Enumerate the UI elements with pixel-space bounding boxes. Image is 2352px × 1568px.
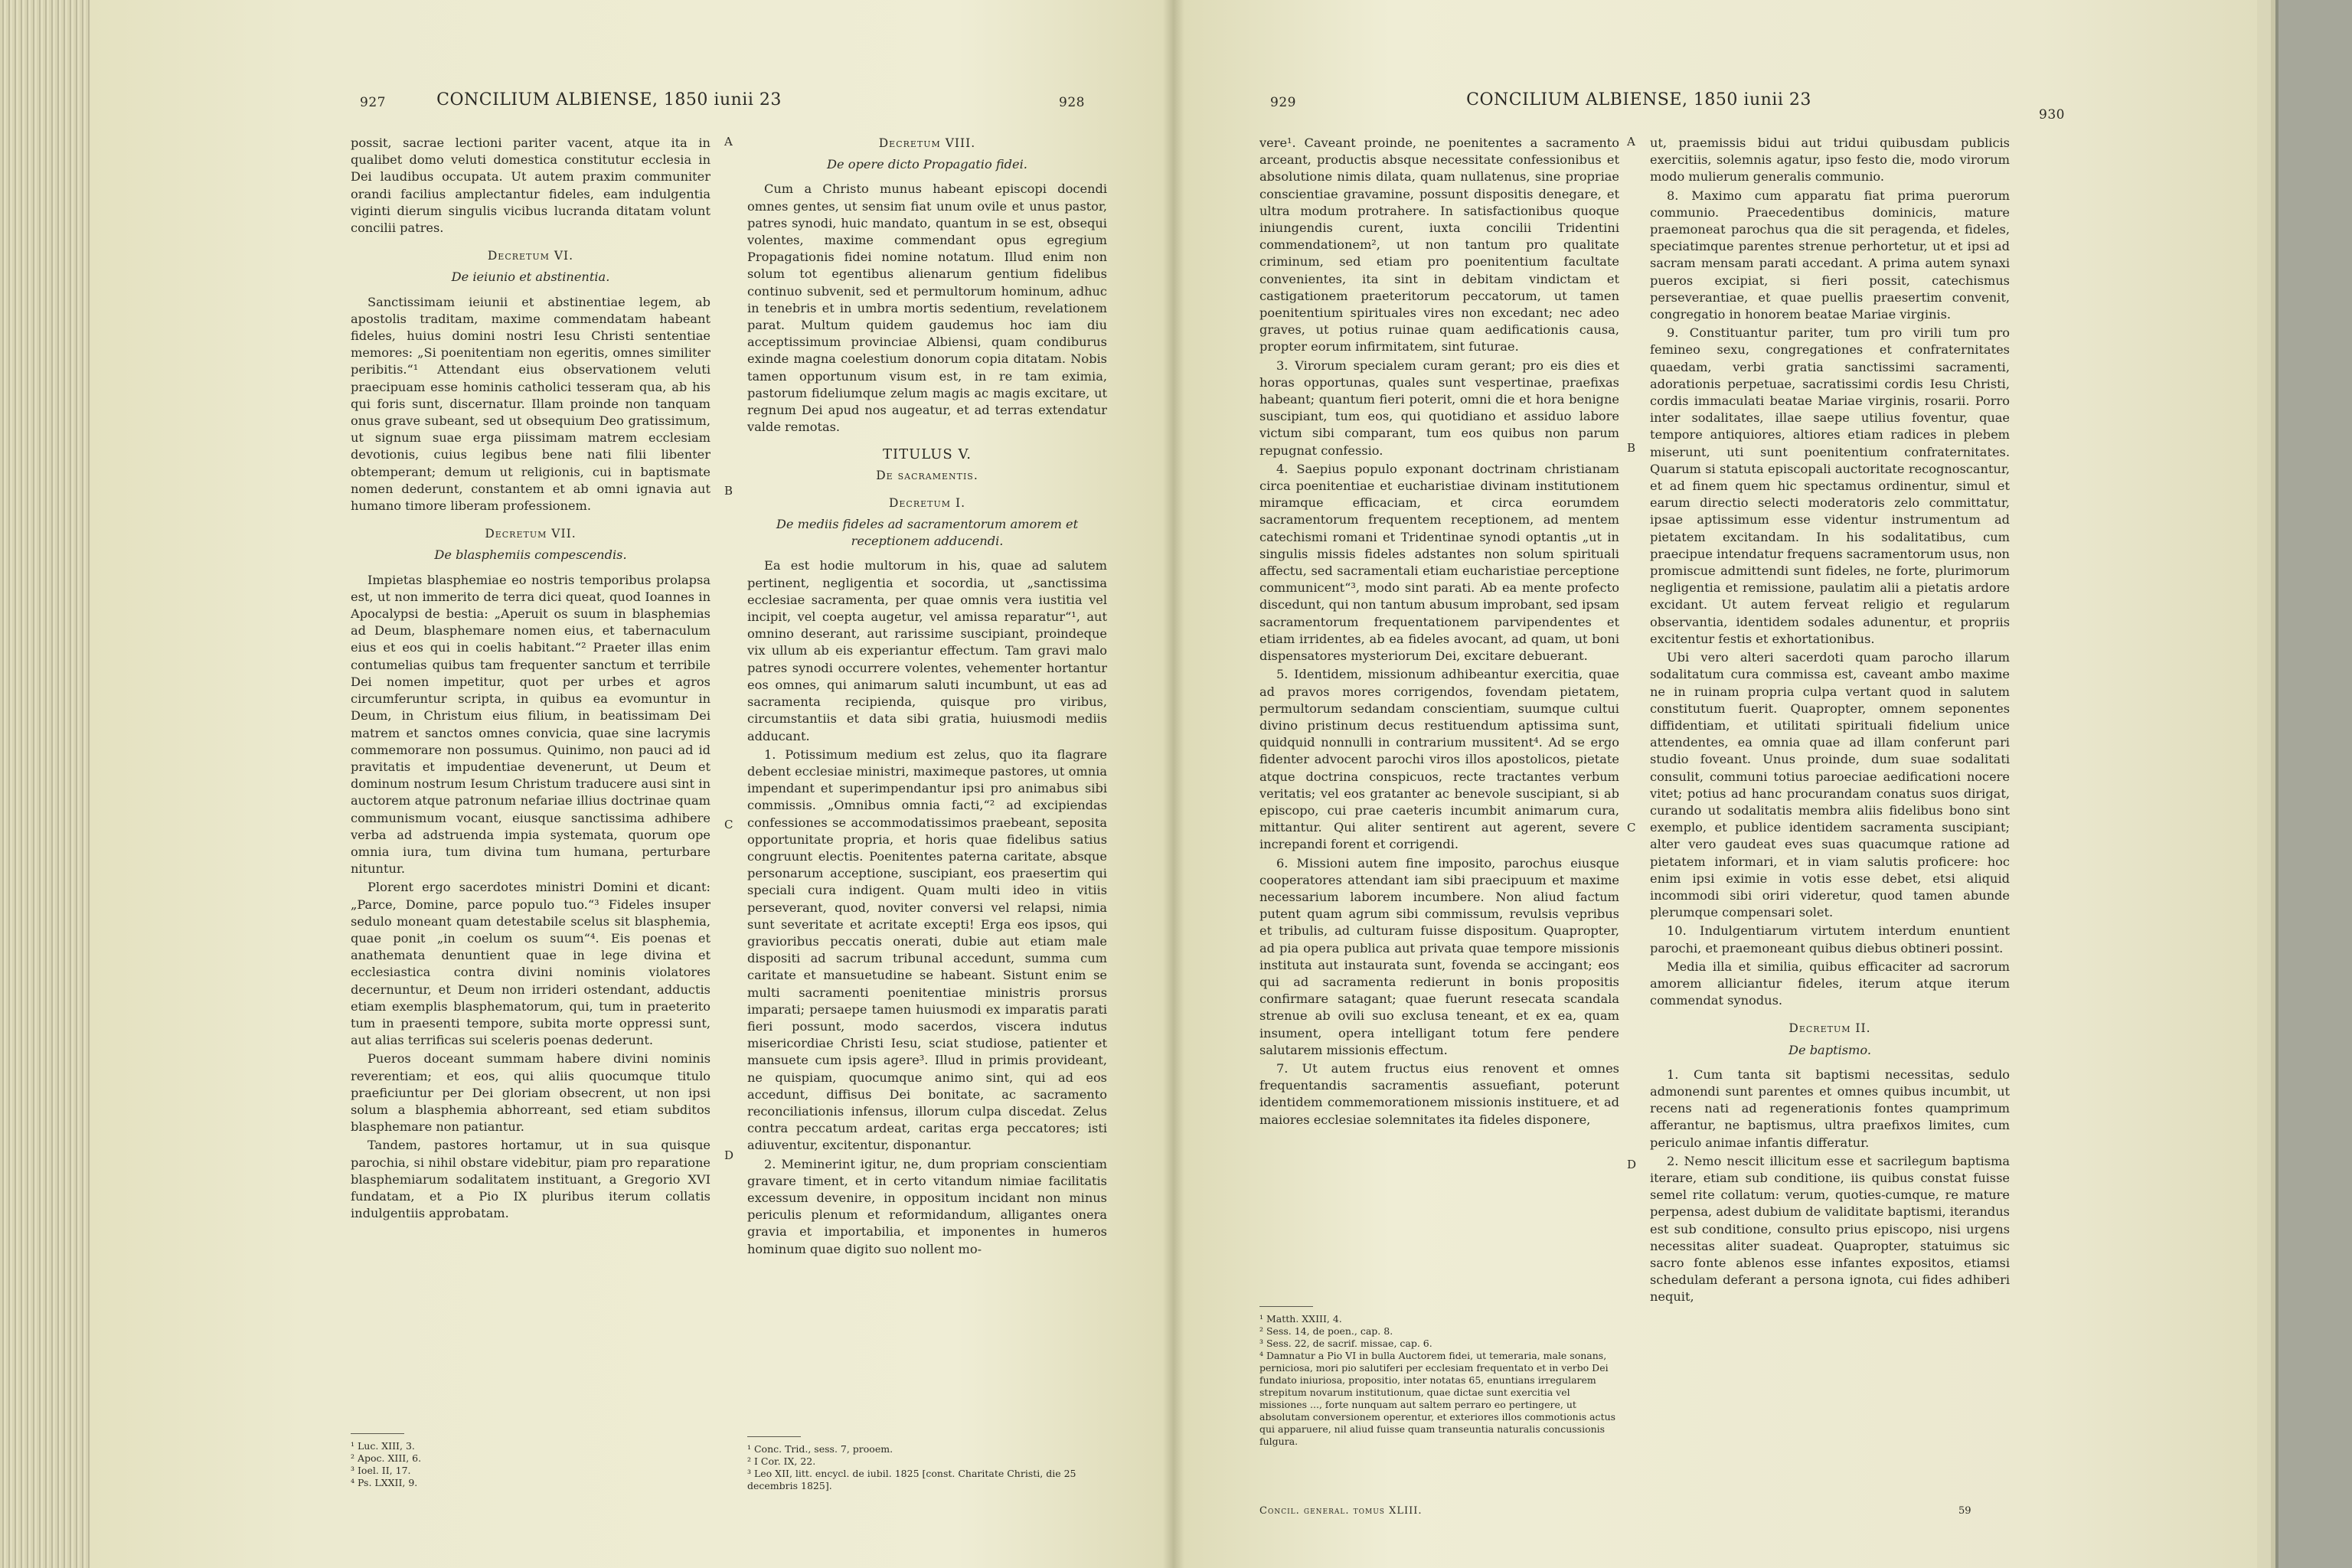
paragraph: possit, sacrae lectioni pariter vacent, atque ita in qualibet domo veluti domestica constitutur ecclesia in Dei laudibus occupata. Ut autem praxim communiter orandi facilius amplectantur fideles, eam indulgentia viginti dierum singulis vicibus lucranda ditatam volunt concilii patres. xyxy=(351,136,710,236)
decree-heading: Decretum VIII. xyxy=(878,136,976,150)
paragraph: 6. Missioni autem fine imposito, parochus eiusque cooperatores attendant iam sibi praecipuum et maxime necessarium laborem incumbere. Non aliud factum putent quam agrum sibi commissum, revulsis vepribus et tribulis, ad culturam fuisse dispositum. Quapropter, ad pia opera publica aut privata quae tempore missionis instituta aut instaurata sunt, fovenda se accingant; eos qui ad sacramenta redierunt in bonis propositis confirmare satagant; quae fuerunt resecata scandala strenue ab ovili suo exclusa teneant, et ex ea, quam insument, opera intelligant totum fere pendere salutarem missionis effectum. xyxy=(1259,855,1619,1057)
decree-heading: Decretum I. xyxy=(888,495,966,510)
paragraph: 4. Saepius populo exponant doctrinam christianam circa poenitentiae et eucharistiae divinam institutionem miramque efficaciam, et circa eorumdem sacramentorum frequentem receptionem, ad mentem catechismi romani et Tridentinae synodi optantis „ut in singulis missis fideles adstantes non solum spirituali affectu, sed sacramentali etiam eucharistiae perceptione communicent“³, modo sint parati. Ab ea mente profecto discedunt, qui non tantum abusum improbant, sed ipsam sacramentorum frequentationem parvipendentes et etiam irridentes, ab ea fideles avocant, ad quam, ut boni dispensatores mysteriorum Dei, excitare debuerant. xyxy=(1259,461,1619,664)
footnote: ² Sess. 14, de poen., cap. 8. xyxy=(1259,1325,1393,1337)
footnote: ¹ Conc. Trid., sess. 7, prooem. xyxy=(747,1443,893,1455)
left-col2-footnotes xyxy=(747,1436,1107,1492)
decree-subheading: De blasphemiis compescendis. xyxy=(434,547,627,563)
margin-letter-b: B xyxy=(724,484,733,498)
decree-subheading: De baptismo. xyxy=(1788,1042,1872,1057)
book-page-edges-right xyxy=(2257,0,2352,1568)
right-page-column-1 xyxy=(1259,135,1619,1130)
running-title-right: CONCILIUM ALBIENSE, 1850 iunii 23 xyxy=(1466,90,1811,109)
decree-heading: Decretum II. xyxy=(1788,1021,1871,1036)
paragraph: vere¹. Caveant proinde, ne poenitentes a sacramento arceant, productis absque necessitate confessionibus et absolutione nimis dilata, quam nullatenus, sine propriae conscientiae gravamine, possunt dispositis denegare, et ultra modum protrahere. In satisfactionibus quoque iniungendis curent, iuxta concilii Tridentini commendationem², ut non tantum pro qualitate criminum, sed etiam pro poenitentium facultate convenientes, ita sint in debitam vindictam et castigationem praeteritorum peccatorum, ut tamen poenitentium spirituales vires non excedant; nec adeo graves, ut potius ruinae quam aedificationis causa, propter eorum infirmitatem, sint futurae. xyxy=(1259,136,1619,354)
left-col1-footnotes xyxy=(351,1433,710,1489)
footnote: ² Apoc. XIII, 6. xyxy=(351,1452,422,1464)
paragraph: Pueros doceant summam habere divini nominis reverentiam; et eos, qui aliis quocumque titulo praeficiuntur per Dei gloriam obsecrent, ut non ipsi solum a blasphemia abhorreant, sed etiam subditos blasphemare non patiantur. xyxy=(351,1051,710,1135)
margin-letter-a: A xyxy=(1627,135,1635,149)
left-page-column-1 xyxy=(351,135,710,1223)
decree-subheading: De ieiunio et abstinentia. xyxy=(451,270,610,285)
paragraph: Sanctissimam ieiunii et abstinentiae legem, ab apostolis traditam, maxime commendatam habeant fideles, huius domini nostri Iesu Christi sententiae memores: „Si poenitentiam non egeritis, omnes similiter peribitis.“¹ Attendant eius observationem veluti praecipuam esse hominis catholici tesseram qua, ab his qui foris sunt, discernatur. Illam proinde non tanquam onus grave subeant, sed ut obsequium Deo gratissimum, ut signum suae erga piissimam matrem ecclesiam devotionis, cuius legibus bene nati filii libenter obtemperant; demum ut religionis, cui in baptismate nomen dederunt, constantem et ab omni ignavia aut humano timore liberam professionem. xyxy=(351,294,710,514)
margin-letter-d: D xyxy=(724,1148,734,1162)
paragraph: Ubi vero alteri sacerdoti quam parocho illarum sodalitatum cura commissa est, caveant ambo maxime ne in ruinam propria culpa vertant quod in salutem constitutum fuerit. Quapropter, omnem seponentes diffidentiam, et utilitati spirituali fidelium unice attendentes, ea omnia quae ad illam conferunt pari studio foveant. Unus proinde, dum suae sodalitati consulit, communi totius paroeciae aedificationi nocere vitet; potius ad hanc procurandam conatus suos dirigat, curando ut sodalitatis membra aliis fidelibus bono sint exemplo, et publice identidem sacramenta suscipiant; alter vero gaudeat eves suas quacumque ratione ad pietatem informari, et in viam salutis proficere: hoc enim ipsi eximie in votis esse debet, etsi aliquid incommodi sibi oriri videretur, quod tamen abunde plerumque compensari solet. xyxy=(1650,650,2010,920)
margin-letter-b: B xyxy=(1627,441,1636,455)
paragraph: Media illa et similia, quibus efficaciter ad sacrorum amorem alliciantur fideles, iterum atque iterum commendat synodus. xyxy=(1650,959,2010,1008)
paragraph: 9. Constituantur pariter, tum pro virili tum pro femineo sexu, congregationes et confraternitates quaedam, verbi gratia sanctissimi sacramenti, adorationis perpetuae, sacratissimi cordis Iesu Christi, cordis immaculati beatae Mariae virginis, rosarii. Porro inter sodalitates, illae saepe utilius foventur, quae tempore antiquiores, altiores etiam radices in plebem miserunt, uti sunt poenitentium confraternitates. Quarum si statuta episcopali auctoritate recognoscantur, et ad finem quem hic spectamus ordinentur, simul et earum directio selecti moderatoris zelo committatur, ipsae aptissimum esse videntur instrumentum ad pietatem excitandam. In his sodalitatibus, cum praecipue intendatur frequens sacramentorum usus, non promiscue admittendi sunt fideles, ne forte, plurimorum negligentia et remissione, paulatim alii a pietatis ardore excidant. Ut autem ferveat religio et regularum observantia, identidem sodales adunentur, et propriis excitentur festis et exhortationibus. xyxy=(1650,325,2010,646)
titulus-subheading: De sacramentis. xyxy=(876,468,978,482)
book-page-edges-left xyxy=(0,0,90,1568)
left-page-column-2 xyxy=(747,135,1107,1259)
margin-letter-d: D xyxy=(1627,1158,1637,1171)
paragraph: ut, praemissis bidui aut tridui quibusdam publicis exercitiis, solemnis agatur, ipso festo die, modo virorum modo mulierum generalis communio. xyxy=(1650,136,2010,185)
footnote: ² I Cor. IX, 22. xyxy=(747,1455,816,1467)
footnote-rule xyxy=(747,1436,801,1437)
right-page xyxy=(1174,0,2257,1568)
book-spread xyxy=(90,0,2257,1568)
margin-letter-a: A xyxy=(724,135,733,149)
titulus-heading: TITULUS V. xyxy=(882,446,972,463)
paragraph: 5. Identidem, missionum adhibeantur exercitia, quae ad pravos mores corrigendos, fovendam pietatem, permultorum sedandam conscientiam, suumque cultui divino pristinum decus restituendum aptissima sunt, quidquid nonnulli in contrarium mussitent⁴. Ad se ergo fidenter advocent parochi viros illos apostolicos, pietate atque doctrina conspicuos, recte tractantes verbum veritatis; vel eos gratanter ac benevole suscipiant, si ab episcopo, cui prae caeteris incumbit animarum cura, mittantur. Qui aliter sentirent aut agerent, severe increpandi forent et corrigendi. xyxy=(1259,667,1619,852)
page-number-930: 930 xyxy=(2039,107,2065,122)
paragraph: 1. Potissimum medium est zelus, quo ita flagrare debent ecclesiae ministri, maximeque pastores, ut omnia impendant et superimpendantur ipsi pro animabus sibi commissis. „Omnibus omnia facti,“² ad excipiendas confessiones se accommodatissimos praebeant, seposita opportunitate propria, et horis quae fidelibus satius congruunt electis. Poenitentes paterna caritate, absque personarum acceptione, suscipiant, eos praesertim qui speciali cura indigent. Quam multi ideo in vitiis perseverant, quod, noviter conversi vel relapsi, nimia sunt severitate et acritate excepti! Erga eos ipsos, qui gravioribus peccatis onerati, dubie aut etiam male dispositi ad sacrum tribunal accedunt, summa cum caritate et mansuetudine se habeant. Sistunt enim se multi sacramenti poenitentiae ministris prorsus imparati; persaepe tamen huiusmodi ex imparatis parati fieri possunt, modo sacerdos, viscera indutus misericordiae Christi Iesu, sciat studiose, patienter et mansuete cum ipsis agere³. Illud in primis provideant, ne quispiam, quocumque animo sint, qui ad eos accedunt, diffisus Dei bonitate, ac sacramento reconciliationis infensus, illorum culpa discedat. Zelus contra peccatum ardeat, caritas erga peccatores; isti adiuventur, excitentur, disponantur. xyxy=(747,746,1107,1153)
paragraph: Cum a Christo munus habeant episcopi docendi omnes gentes, ut sensim fiat unum ovile et unus pastor, patres synodi, huic mandato, quantum in se est, obsequi volentes, maxime commendant opus egregium Propagationis fidei nomine notatum. Illud enim non solum tot egentibus alienarum gentium fidelibus continuo subvenit, sed et permultorum hominum, adhuc in tenebris et in umbra mortis sedentium, revelationem parat. Multum quidem gaudemus hoc iam diu acceptissimum provinciae Albiensi, quam condiburus exinde magna coelestium donorum copia ditatam. Nobis tamen opportunum visum est, in re tam eximia, pastorum fideliumque zelum magis ac magis excitare, ut regnum Dei apud nos augeatur, et ad terras extendatur valde remotas. xyxy=(747,181,1107,435)
paragraph: 1. Cum tanta sit baptismi necessitas, sedulo admonendi sunt parentes et omnes quibus incumbit, ut recens nati ad regenerationis fontes quamprimum afferantur, ne baptismus, ultra praefixos limites, cum periculo animae infantis differatur. xyxy=(1650,1067,2010,1150)
left-page xyxy=(90,0,1174,1568)
right-page-column-2 xyxy=(1650,135,2010,1308)
paragraph: 3. Virorum specialem curam gerant; pro eis dies et horas opportunas, quales sunt vespertinae, praefixas habeant; quantum fieri poterit, omni die et hora benigne suscipiant, tum eos, qui quotidiano et assiduo labore victum sibi comparant, tum eos quibus non parum repugnat confessio. xyxy=(1259,358,1619,458)
page-number-927: 927 xyxy=(360,95,386,110)
margin-letter-c: C xyxy=(1627,821,1636,835)
paragraph: 10. Indulgentiarum virtutem interdum enuntient parochi, et praemoneant quibus diebus obtineri possint. xyxy=(1650,923,2010,956)
page-number-928: 928 xyxy=(1059,95,1085,110)
decree-heading: Decretum VII. xyxy=(485,527,577,541)
footnote: ¹ Matth. XXIII, 4. xyxy=(1259,1313,1342,1325)
signature-line: Concil. general. tomus XLIII. xyxy=(1259,1505,1423,1517)
decree-subheading: De mediis fideles ad sacramentorum amorem et receptionem adducendi. xyxy=(776,517,1079,549)
page-number-929: 929 xyxy=(1270,95,1296,110)
paragraph: Plorent ergo sacerdotes ministri Domini et dicant: „Parce, Domine, parce populo tuo.“³ Fideles insuper sedulo moneant quam detestabile scelus sit blasphemia, quae ponit „in coelum os suum“⁴. Eis poenas et anathemata denuntient quae in lege divina et ecclesiastica contra divini nominis violatores decernuntur, et Deum non irrideri ostendant, adductis etiam exemplis blasphematorum, qui, tum in praeterito tum in praesenti tempore, subita morte oppressi sunt, aut alias terrificas sui sceleris poenas dederunt. xyxy=(351,880,710,1048)
paragraph: 2. Meminerint igitur, ne, dum propriam conscientiam gravare timent, et in certo vitandum nimiae facilitatis excessum devenire, in oppositum incidant non minus periculis plenum et reformidandum, alligantes onera gravia et importabilia, et imponentes in humeros hominum quae digito suo nollent mo- xyxy=(747,1156,1107,1256)
decree-heading: Decretum VI. xyxy=(487,249,574,263)
paragraph: 7. Ut autem fructus eius renovent et omnes frequentandis sacramentis assuefiant, poterunt identidem commemorationem missionis instituere, et ad maiores ecclesiae solemnitates ita fideles disponere, xyxy=(1259,1060,1619,1127)
footnote-rule xyxy=(1259,1306,1313,1307)
footnote-rule xyxy=(351,1433,404,1434)
running-title-left: CONCILIUM ALBIENSE, 1850 iunii 23 xyxy=(436,90,782,109)
paragraph: Impietas blasphemiae eo nostris temporibus prolapsa est, ut non immerito de terra dici queat, quod Ioannes in Apocalypsi de bestia: „Aperuit os suum in blasphemias ad Deum, blasphemare nomen eius, et tabernaculum eius et eos qui in coelis habitant.“² Praeter illas enim contumelias quibus tam frequenter sanctum et terribile Dei nomen impetitur, quot per urbes et agros circumferuntur scripta, in quibus ea evomuntur in Deum, in Christum eius filium, in beatissimam Dei matrem et sanctos omnes convicia, quae sine lacrymis commemorare non possumus. Quinimo, non pauci ad id pravitatis et impudentiae devenerunt, ut Deum et dominum nostrum Iesum Christum traducere ausi sint in auctorem atque patronum nefariae illius doctrinae quam communismum vocant, eiusque sanctissima adhibere verba ad adstruenda impia systemata, quorum ope omnia iura, tum divina tum humana, perturbare nituntur. xyxy=(351,572,710,877)
footnote: ⁴ Damnatur a Pio VI in bulla Auctorem fidei, ut temeraria, male sonans, perniciosa, mori pio salutiferi per ecclesiam frequentato et in verbo Dei fundato iniuriosa, propositio, inter notatas 65, enuntians irregularem strepitum novarum institutionum, quae dictae sunt exercitia vel missiones ..., forte nunquam aut saltem perraro eo pertingere, ut absolutam conversionem operentur, et exteriores illos commotionis actus qui apparuere, nil aliud fuisse quam transeuntia naturalis concussionis fulgura. xyxy=(1259,1350,1616,1447)
footnote: ¹ Luc. XIII, 3. xyxy=(351,1440,415,1452)
footnote: ³ Ioel. II, 17. xyxy=(351,1465,411,1476)
right-col1-footnotes xyxy=(1259,1306,1619,1448)
paragraph: 2. Nemo nescit illicitum esse et sacrilegum baptisma iterare, etiam sub conditione, iis quibus constat fuisse semel rite collatum: verum, quoties-cumque, re mature perpensa, adest dubium de validitate baptismi, iterandus est sub conditione, consulto prius episcopo, nisi urgens necessitas aliter suadeat. Quapropter, statuimus sic sacro fonte ablenos esse infantes expositos, etiamsi schedulam deferant a persona ignota, cui fides adhiberi nequit, xyxy=(1650,1153,2010,1305)
sheet-number: 59 xyxy=(1958,1505,1971,1517)
footnote: ³ Leo XII, litt. encycl. de iubil. 1825 [const. Charitate Christi, die 25 decembris 1825]. xyxy=(747,1468,1076,1491)
margin-letter-c: C xyxy=(724,818,733,831)
paragraph: Tandem, pastores hortamur, ut in sua quisque parochia, si nihil obstare videbitur, piam pro reparatione blasphemiarum sodalitatem instituant, a Gregorio XVI fundatam, et a Pio IX pluribus iterum collatis indulgentiis approbatam. xyxy=(351,1138,710,1221)
footnote: ⁴ Ps. LXXII, 9. xyxy=(351,1477,418,1488)
paragraph: Ea est hodie multorum in his, quae ad salutem pertinent, negligentia et socordia, ut „sanctissima ecclesiae sacramenta, per quae omnis vera iustitia vel incipit, vel coepta augetur, vel amissa reparatur“¹, aut omnino deserant, aut rarissime suscipiant, proindeque vix ullum ab eis experiantur effectum. Tam gravi malo patres synodi occurrere volentes, vehementer hortantur eos omnes, qui animarum saluti incumbunt, ut eas ad sacramenta recipienda, quisque pro viribus, circumstantiis et data sibi gratia, huiusmodi mediis adducant. xyxy=(747,558,1107,743)
decree-subheading: De opere dicto Propagatio fidei. xyxy=(827,157,1027,172)
footnote: ³ Sess. 22, de sacrif. missae, cap. 6. xyxy=(1259,1338,1432,1349)
paragraph: 8. Maximo cum apparatu fiat prima puerorum communio. Praecedentibus dominicis, mature praemoneat parochus qua die sit peragenda, et fideles, speciatimque parentes strenue perhortetur, ut et ipsi ad sacram mensam parati accedant. A prima autem synaxi pueros excipiat, si fieri possit, catechismus perseverantiae, et quae puellis praesertim convenit, congregatio in honorem beatae Mariae virginis. xyxy=(1650,188,2010,322)
